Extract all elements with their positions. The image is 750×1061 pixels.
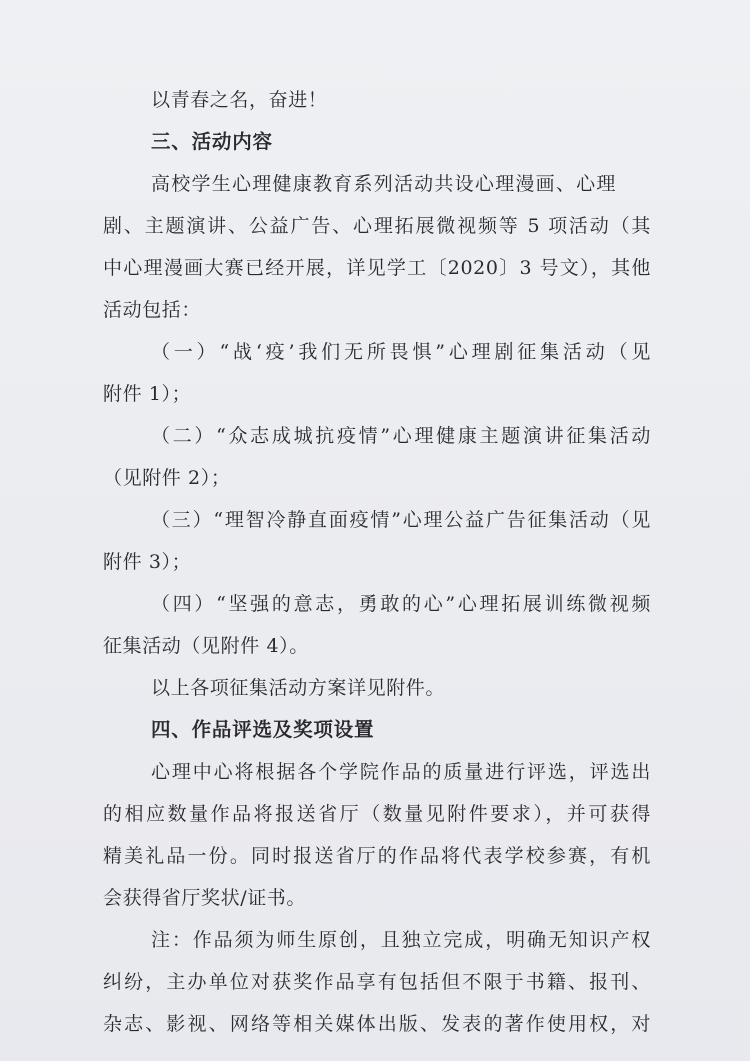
section-heading-evaluation: 四、作品评选及奖项设置 — [151, 718, 375, 741]
list-item-1-cont: 附件 1）； — [103, 383, 192, 405]
list-item-3-cont: 附件 3）； — [103, 551, 192, 573]
note-line: 纠纷，主办单位对获奖作品享有包括但不限于书籍、报刊、 — [103, 971, 651, 993]
text-line-slogan: 以青春之名，奋进！ — [151, 89, 328, 111]
list-item-4: （四）“坚强的意志，勇敢的心”心理拓展训练微视频 — [151, 593, 651, 615]
section-heading-activity-content: 三、活动内容 — [151, 130, 273, 153]
paragraph-line: 以上各项征集活动方案详见附件。 — [151, 677, 446, 699]
list-item-2-cont: （见附件 2）； — [103, 467, 231, 489]
paragraph-line: 的相应数量作品将报送省厅（数量见附件要求），并可获得 — [103, 803, 651, 825]
list-item-1: （一）“战‘疫’我们无所畏惧”心理剧征集活动（见 — [151, 341, 651, 363]
paragraph-line: 活动包括： — [103, 299, 202, 321]
list-item-2: （二）“众志成城抗疫情”心理健康主题演讲征集活动 — [151, 425, 651, 447]
paragraph-line: 中心理漫画大赛已经开展，详见学工〔2020〕3 号文），其他 — [103, 257, 651, 279]
note-line: 注：作品须为师生原创，且独立完成，明确无知识产权 — [151, 929, 651, 951]
paragraph-line: 精美礼品一份。同时报送省厅的作品将代表学校参赛，有机 — [103, 845, 651, 867]
list-item-4-cont: 征集活动（见附件 4）。 — [103, 635, 309, 657]
list-item-3: （三）“理智冷静直面疫情”心理公益广告征集活动（见 — [151, 509, 651, 531]
paragraph-line: 心理中心将根据各个学院作品的质量进行评选，评选出 — [151, 761, 651, 783]
paragraph-line: 高校学生心理健康教育系列活动共设心理漫画、心理 — [151, 173, 616, 195]
note-line: 杂志、影视、网络等相关媒体出版、发表的著作使用权，对 — [103, 1013, 651, 1035]
paragraph-line: 剧、主题演讲、公益广告、心理拓展微视频等 5 项活动（其 — [103, 215, 651, 237]
paragraph-line: 会获得省厅奖状/证书。 — [103, 887, 307, 909]
